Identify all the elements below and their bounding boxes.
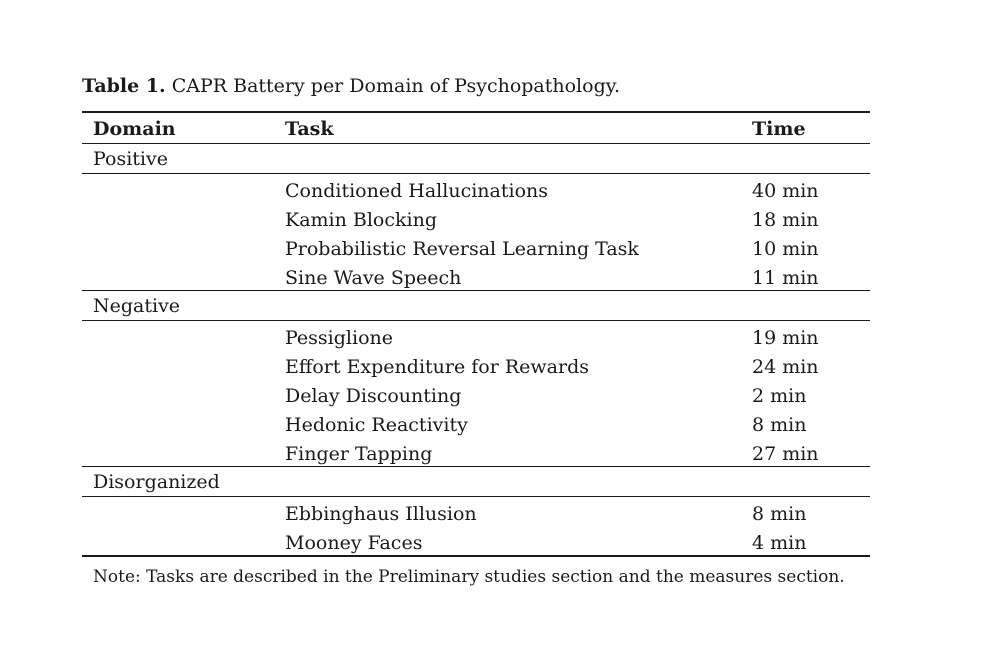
header-task: Task [285, 118, 334, 140]
capr-battery-table [82, 111, 870, 557]
table-row [82, 232, 870, 261]
task-time: 4 min [752, 532, 807, 554]
domain-row-negative [82, 291, 870, 321]
table-caption-text: CAPR Battery per Domain of Psychopathology. [165, 75, 620, 97]
task-time: 24 min [752, 356, 819, 378]
domain-label: Negative [93, 295, 181, 317]
task-time: 8 min [752, 503, 807, 525]
domain-label: Disorganized [93, 471, 220, 493]
domain-row-disorganized [82, 467, 870, 497]
table-row [82, 526, 870, 555]
task-time: 2 min [752, 385, 807, 407]
domain-label: Positive [93, 148, 168, 170]
task-name: Pessiglione [285, 327, 393, 349]
task-name: Probabilistic Reversal Learning Task [285, 238, 639, 260]
table-row [82, 497, 870, 526]
task-name: Kamin Blocking [285, 209, 437, 231]
task-time: 27 min [752, 443, 819, 465]
task-time: 19 min [752, 327, 819, 349]
table-row [82, 437, 870, 467]
task-time: 18 min [752, 209, 819, 231]
table-header-row [82, 113, 870, 144]
task-name: Hedonic Reactivity [285, 414, 468, 436]
table-caption-label: Table 1. [82, 75, 166, 97]
task-name: Delay Discounting [285, 385, 462, 407]
task-time: 10 min [752, 238, 819, 260]
domain-row-positive [82, 144, 870, 174]
task-name: Mooney Faces [285, 532, 423, 554]
task-name: Effort Expenditure for Rewards [285, 356, 589, 378]
task-time: 8 min [752, 414, 807, 436]
header-domain: Domain [93, 118, 176, 140]
table-row [82, 408, 870, 437]
task-time: 11 min [752, 267, 819, 289]
table-row [82, 350, 870, 379]
task-time: 40 min [752, 180, 819, 202]
table-row [82, 321, 870, 350]
table-row [82, 379, 870, 408]
table-row [82, 203, 870, 232]
table-row [82, 261, 870, 291]
header-time: Time [752, 118, 806, 140]
table-caption [82, 73, 620, 99]
task-name: Conditioned Hallucinations [285, 180, 548, 202]
task-name: Sine Wave Speech [285, 267, 462, 289]
table-row [82, 174, 870, 203]
task-name: Ebbinghaus Illusion [285, 503, 477, 525]
table-note: Note: Tasks are described in the Preliminary studies section and the measures section. [93, 567, 845, 587]
task-name: Finger Tapping [285, 443, 433, 465]
